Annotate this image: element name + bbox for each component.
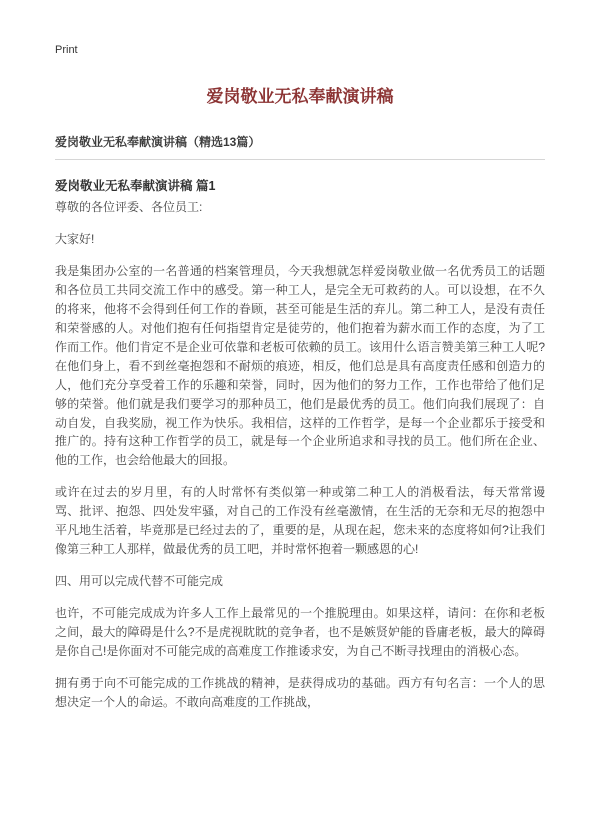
page-title: 爱岗敬业无私奉献演讲稿 [206,87,394,106]
paragraph-list [55,198,545,712]
section-heading: 爱岗敬业无私奉献演讲稿 篇1 [55,179,216,193]
paragraph: 也许，不可能完成成为许多人工作上最常见的一个推脱理由。如果这样，请问：在你和老板之间，最大的障碍是什么?不是虎视眈眈的竞争者，也不是嫉贤妒能的昏庸老板，最大的障碍是你自己!是你面对不可能完成的高难度工作推诿求安，为自己不断寻找理由的消极心态。 [55,606,545,659]
paragraph: 大家好! [55,231,95,246]
paragraph: 我是集团办公室的一名普通的档案管理员，今天我想就怎样爱岗敬业做一名优秀员工的话题和各位员工共同交流工作中的感受。第一种工人，是完全无可救药的人。可以设想，在不久的将来，他将不会得到任何工作的眷顾，甚至可能是生活的弃儿。第二种工人，是没有责任和荣誉感的人。对他们抱有任何指望肯定是徒劳的，他们抱着为薪水而工作的态度，为了工作而工作。他们肯定不是企业可依靠和老板可依赖的员工。该用什么语言赞美第三种工人呢?在他们身上，看不到丝毫抱怨和不耐烦的痕迹，相反，他们总是具有高度责任感和创造力的人，他们充分享受着工作的乐趣和荣誉，同时，因为他们的努力工作，工作也带给了他们足够的荣誉。他们就是我们要学习的那种员工，他们是最优秀的员工。他们向我们展现了：自动自发，自我奖励，视工作为快乐。我相信，这样的工作哲学，是每一个企业都乐于接受和推广的。持有这种工作哲学的员工，就是每一个企业所追求和寻找的员工。他们所在企业、他的工作，也会给他最大的回报。 [55,263,545,468]
paragraph: 四、用可以完成代替不可能完成 [55,574,224,589]
paragraph: 尊敬的各位评委、各位员工: [55,200,203,214]
paragraph: 拥有勇于向不可能完成的工作挑战的精神，是获得成功的基础。西方有句名言：一个人的思想决定一个人的命运。不敢向高难度的工作挑战， [55,676,545,709]
paragraph: 或许在过去的岁月里，有的人时常怀有类似第一种或第二种工人的消极看法，每天常常谩骂、批评、抱怨、四处发牢骚，对自己的工作没有丝毫激情，在生活的无奈和无尽的抱怨中平凡地生活着，毕竟那是已经过去的了，重要的是，从现在起，您未来的态度将如何?让我们像第三种工人那样，做最优秀的员工吧，并时常怀抱着一颗感恩的心! [55,485,545,557]
doc-subtitle: 爱岗敬业无私奉献演讲稿（精选13篇） [55,133,545,160]
print-link[interactable]: Print [55,44,78,56]
